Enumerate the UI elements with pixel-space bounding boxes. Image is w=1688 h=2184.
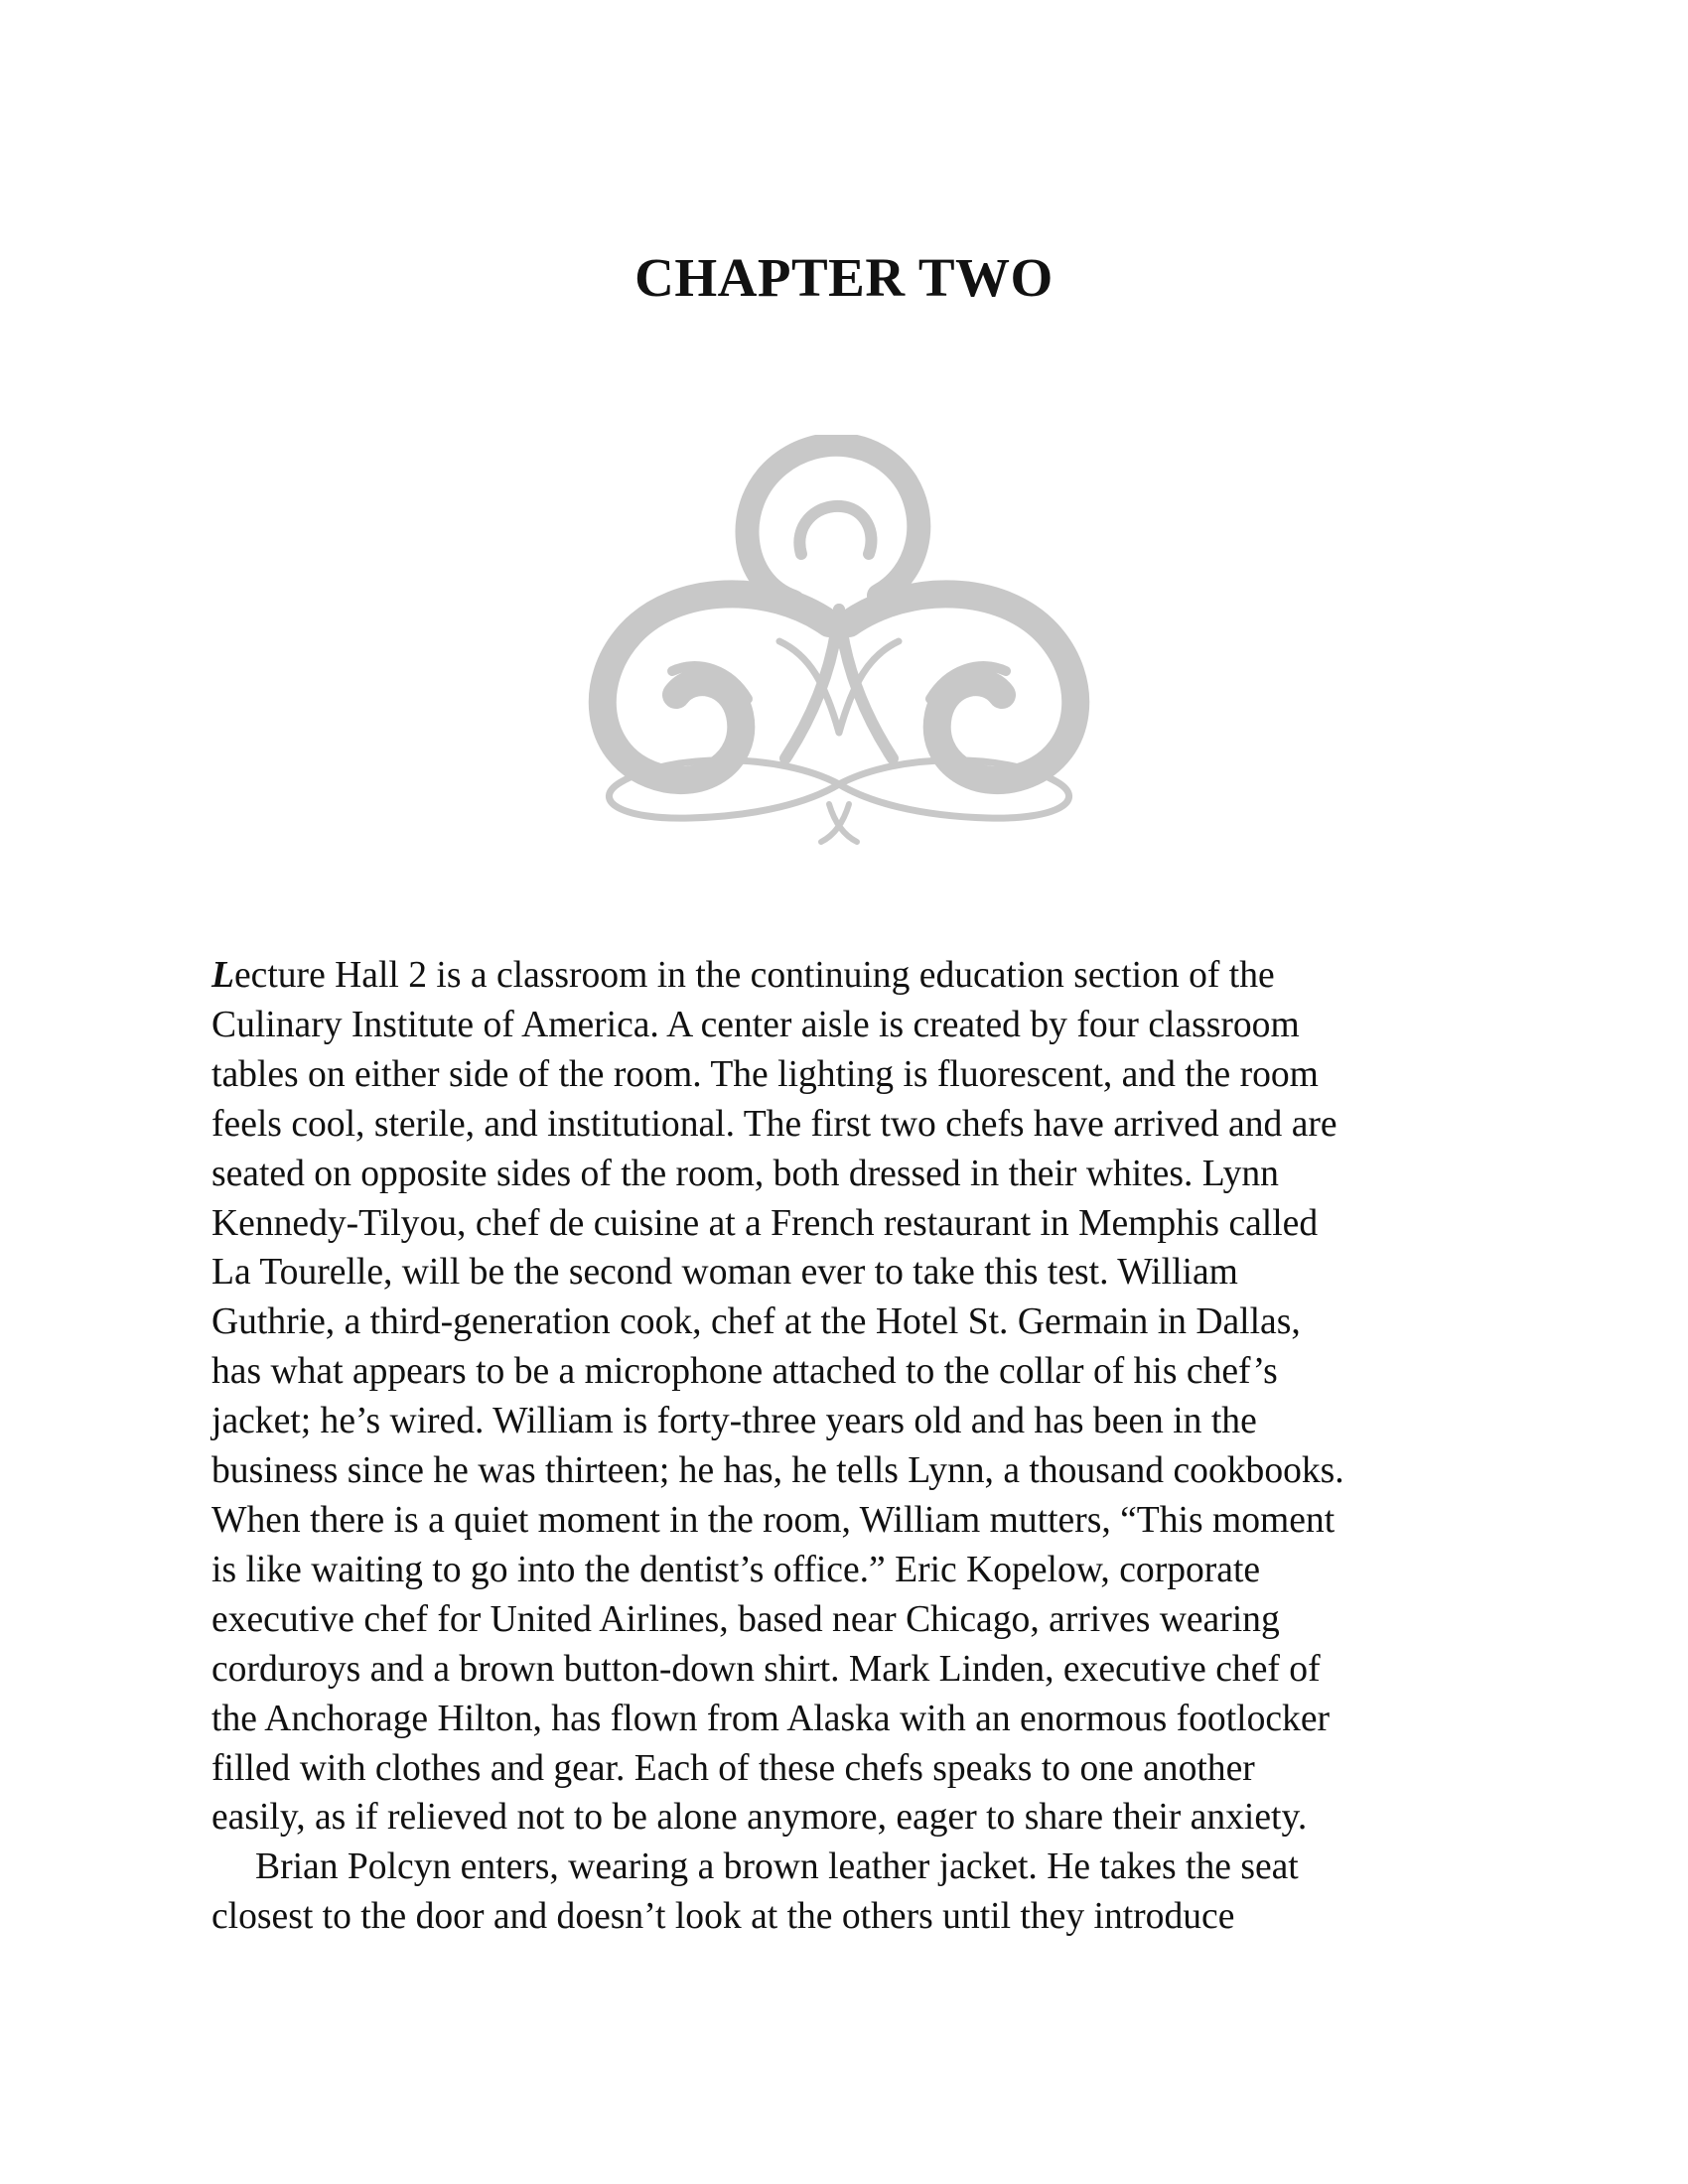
chapter-title: CHAPTER TWO xyxy=(634,247,1054,308)
body-line-4: feels cool, sterile, and institutional. The first two chefs have arrived and are xyxy=(211,1103,1337,1145)
body-line-9: has what appears to be a microphone attached to the collar of his chef’s xyxy=(211,1351,1278,1393)
body-line-7: La Tourelle, will be the second woman ever to take this test. William xyxy=(211,1252,1238,1294)
drop-cap: L xyxy=(211,955,234,996)
fleur-club-ornament-icon xyxy=(581,435,1097,862)
body-line-2: Culinary Institute of America. A center aisle is created by four classroom xyxy=(211,1004,1300,1045)
body-line-14: executive chef for United Airlines, based near Chicago, arrives wearing xyxy=(211,1598,1280,1640)
body-line-17: filled with clothes and gear. Each of these chefs speaks to one another xyxy=(211,1747,1255,1789)
body-line-15: corduroys and a brown button-down shirt. Mark Linden, executive chef of xyxy=(211,1648,1321,1690)
body-line-11: business since he was thirteen; he has, he tells Lynn, a thousand cookbooks. xyxy=(211,1450,1344,1492)
body-text xyxy=(211,951,1492,1942)
body-line-13: is like waiting to go into the dentist’s office.” Eric Kopelow, corporate xyxy=(211,1549,1261,1590)
body-line-1 xyxy=(211,951,1492,1001)
body-line-1-text: ecture Hall 2 is a classroom in the continuing education section of the xyxy=(233,955,1275,996)
body-line-3: tables on either side of the room. The lighting is fluorescent, and the room xyxy=(211,1053,1319,1095)
body-line-18: easily, as if relieved not to be alone anymore, eager to share their anxiety. xyxy=(211,1797,1308,1839)
body-line-8: Guthrie, a third-generation cook, chef at the Hotel St. Germain in Dallas, xyxy=(211,1301,1301,1343)
body-line-16: the Anchorage Hilton, has flown from Alaska with an enormous footlocker xyxy=(211,1698,1331,1739)
body-line-5: seated on opposite sides of the room, both dressed in their whites. Lynn xyxy=(211,1153,1279,1194)
body-line-12: When there is a quiet moment in the room, William mutters, “This moment xyxy=(211,1499,1336,1541)
body-line-10: jacket; he’s wired. William is forty-three years old and has been in the xyxy=(211,1401,1257,1442)
body-line-20: closest to the door and doesn’t look at the others until they introduce xyxy=(211,1896,1235,1938)
body-line-19: Brian Polcyn enters, wearing a brown leather jacket. He takes the seat xyxy=(255,1846,1299,1888)
body-line-6: Kennedy-Tilyou, chef de cuisine at a French restaurant in Memphis called xyxy=(211,1202,1319,1244)
